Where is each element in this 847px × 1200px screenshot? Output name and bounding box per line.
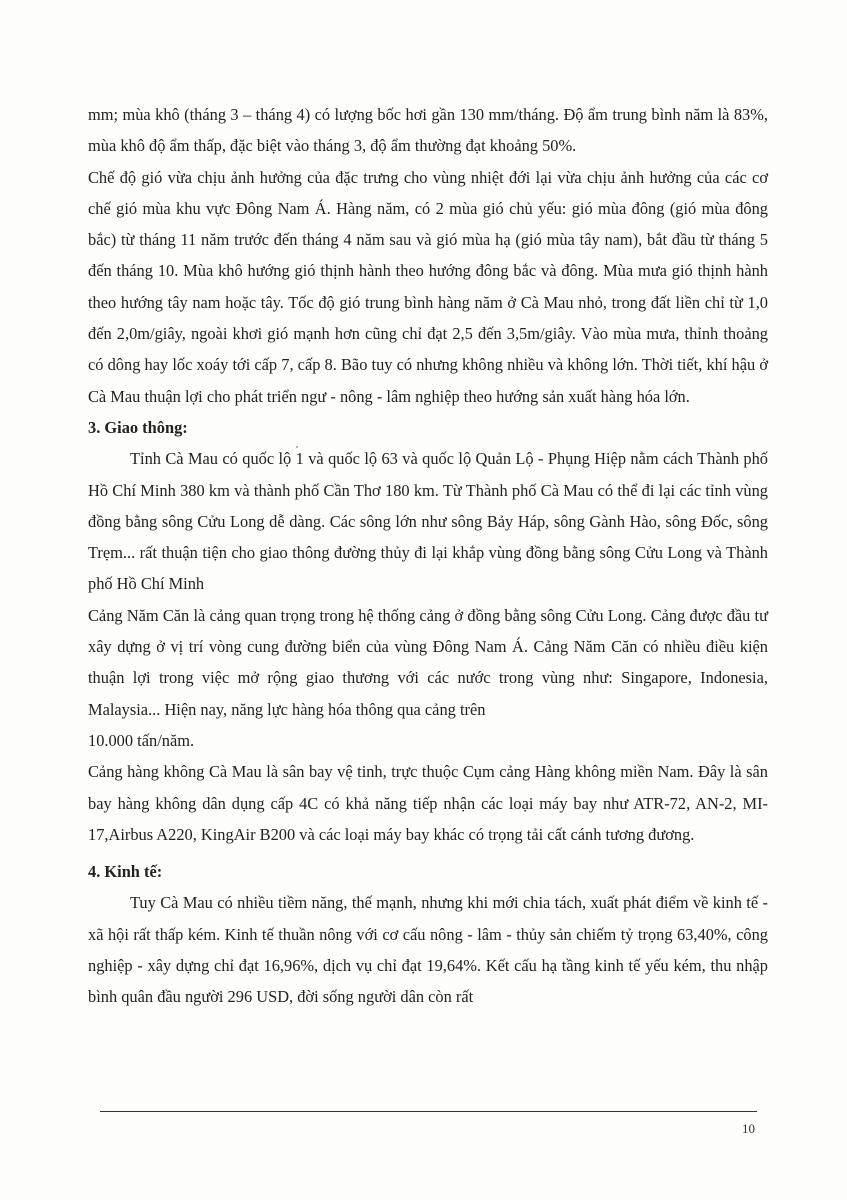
economy-paragraph: Tuy Cà Mau có nhiều tiềm năng, thế mạnh, nhưng khi mới chia tách, xuất phát điểm về kinh tế - xã hội rất thấp kém. Kinh tế thuần nông với cơ cấu nông - lâm - thủy sản chiếm tỷ trọng 63,40%, công nghiệp - xây dựng chỉ đạt 16,96%, dịch vụ chỉ đạt 19,64%. Kết cấu hạ tầng kinh tế yếu kém, thu nhập bình quân đầu người 296 USD, đời sống người dân còn rất <box>88 893 768 1007</box>
nam-can-port-capacity: 10.000 tấn/năm. <box>88 730 195 750</box>
page-body <box>88 99 768 1013</box>
nam-can-port-paragraph: Cảng Năm Căn là cảng quan trọng trong hệ thống cảng ở đồng bằng sông Cửu Long. Cảng được đầu tư xây dựng ở vị trí vòng cung đường biển của vùng Đông Nam Á. Cảng Năm Căn có nhiều điều kiện thuận lợi trong việc mở rộng giao thương với các nước trong vùng như: Singapore, Indonesia, Malaysia... Hiện nay, năng lực hàng hóa thông qua cảng trên <box>88 605 768 719</box>
transport-roads-paragraph: Tỉnh Cà Mau có quốc lộ 1 và quốc lộ 63 và quốc lộ Quản Lộ - Phụng Hiệp nằm cách Thành phố Hồ Chí Minh 380 km và thành phố Cần Thơ 180 km. Từ Thành phố Cà Mau có thể đi lại các tỉnh vùng đồng bằng sông Cửu Long dễ dàng. Các sông lớn như sông Bảy Háp, sông Gành Hào, sông Đốc, sông Trẹm... rất thuận tiện cho giao thông đường thủy đi lại khắp vùng đồng bằng sông Cửu Long và Thành phố Hồ Chí Minh <box>88 449 768 594</box>
footer-rule <box>100 1111 757 1112</box>
airport-paragraph: Cảng hàng không Cà Mau là sân bay vệ tinh, trực thuộc Cụm cảng Hàng không miền Nam. Đây là sân bay hàng không dân dụng cấp 4C có khả năng tiếp nhận các loại máy bay như ATR-72, AN-2, MI-17,Airbus A220, KingAir B200 và các loại máy bay khác có trọng tải cất cánh tương đương. <box>88 762 768 844</box>
wind-regime-paragraph: Chế độ gió vừa chịu ảnh hưởng của đặc trưng cho vùng nhiệt đới lại vừa chịu ảnh hưởng của các cơ chế gió mùa khu vực Đông Nam Á. Hàng năm, có 2 mùa gió chủ yếu: gió mùa đông (gió mùa đông bắc) từ tháng 11 năm trước đến tháng 4 năm sau và gió mùa hạ (gió mùa tây nam), bắt đầu từ tháng 5 đến tháng 10. Mùa khô hướng gió thịnh hành theo hướng đông bắc và đông. Mùa mưa gió thịnh hành theo hướng tây nam hoặc tây. Tốc độ gió trung bình hàng năm ở Cà Mau nhỏ, trong đất liền chỉ từ 1,0 đến 2,0m/giây, ngoài khơi gió mạnh hơn cũng chỉ đạt 2,5 đến 3,5m/giây. Vào mùa mưa, thỉnh thoảng có dông hay lốc xoáy tới cấp 7, cấp 8. Bão tuy có nhưng không nhiều và không lớn. Thời tiết, khí hậu ở Cà Mau thuận lợi cho phát triển ngư - nông - lâm nghiệp theo hướng sản xuất hàng hóa lớn. <box>88 167 768 406</box>
page-number: 10 <box>742 1121 755 1136</box>
climate-humidity-paragraph: mm; mùa khô (tháng 3 – tháng 4) có lượng bốc hơi gần 130 mm/tháng. Độ ẩm trung bình năm là 83%, mùa khô độ ẩm thấp, đặc biệt vào tháng 3, độ ẩm thường đạt khoảng 50%. <box>88 105 768 156</box>
section-heading-economy: 4. Kinh tế: <box>88 862 163 882</box>
section-heading-transport: 3. Giao thông: <box>88 417 188 437</box>
scan-speck <box>296 446 298 448</box>
